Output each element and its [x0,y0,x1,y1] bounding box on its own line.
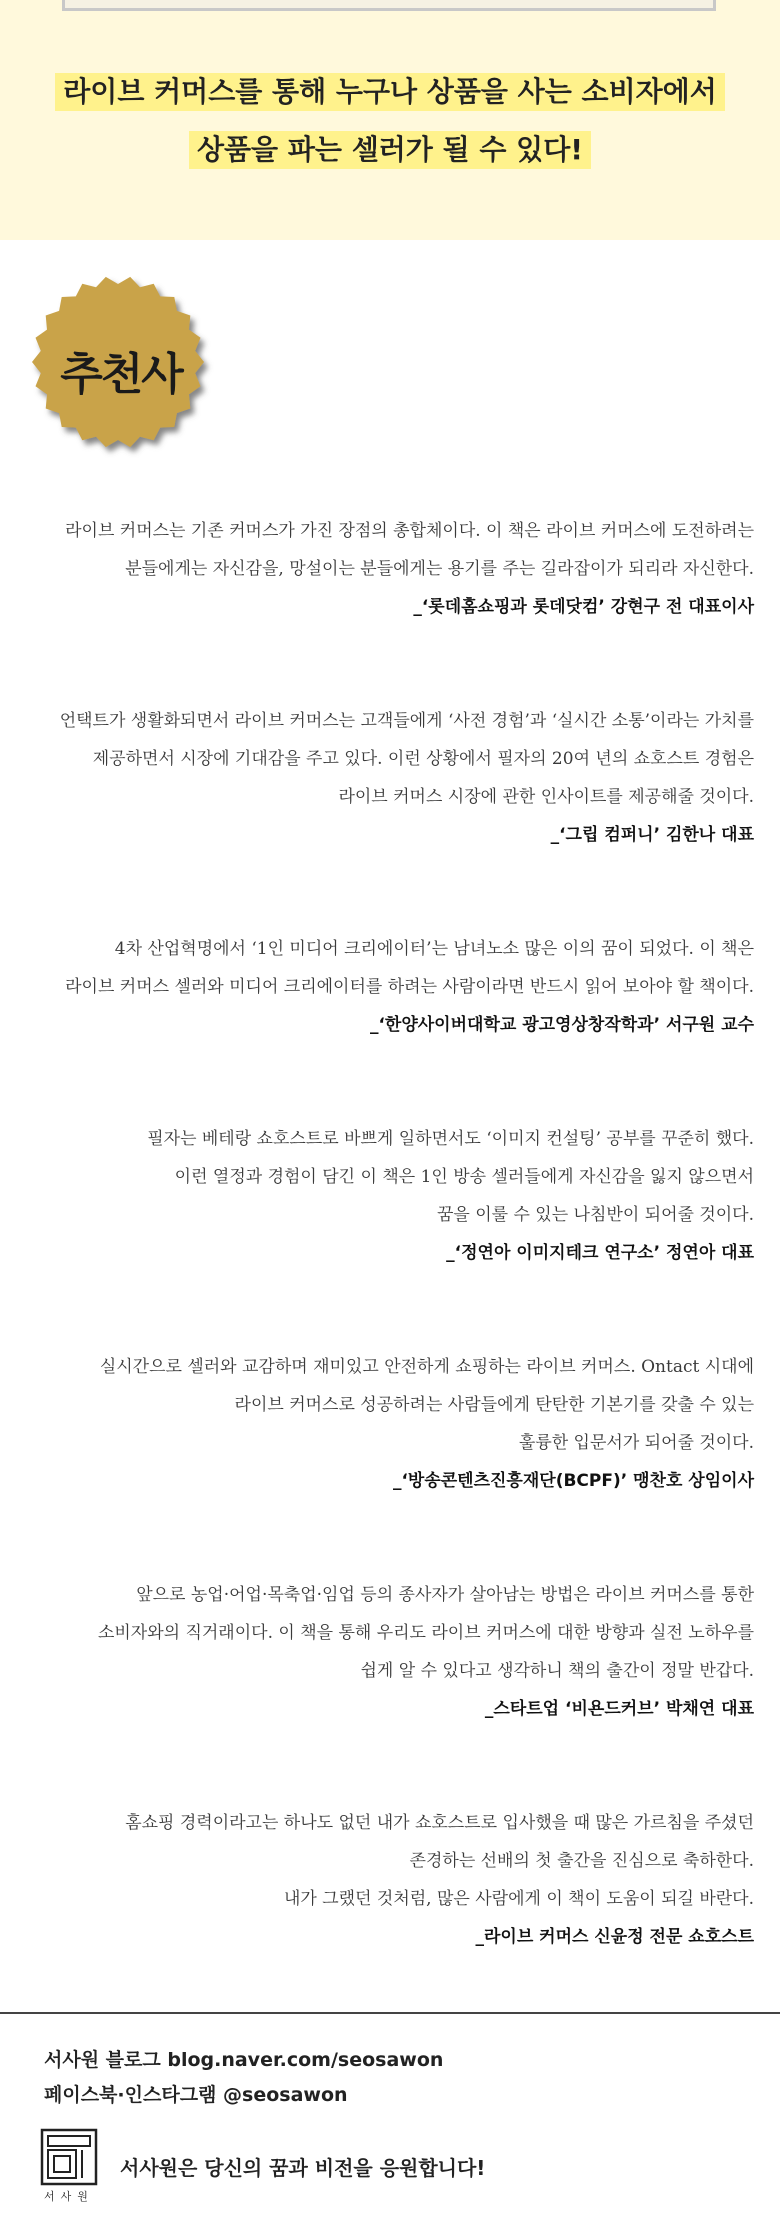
rec-2-line-3: 라이브 커머스 시장에 관한 인사이트를 제공해줄 것이다. [338,787,754,807]
rec-3-line-2: 라이브 커머스 셀러와 미디어 크리에이터를 하려는 사람이라면 반드시 읽어 보아야 할 책이다. [65,977,754,997]
headline-line-1: 라이브 커머스를 통해 누구나 상품을 사는 소비자에서 [55,73,725,111]
headline [0,73,780,189]
rec-5-line-3: 훌륭한 입문서가 되어줄 것이다. [518,1433,754,1453]
footer-divider [0,2012,780,2014]
publisher-logo-text: 서사원 [44,2190,94,2203]
rec-5-source: _‘방송콘텐츠진흥재단(BCPF)’ 맹찬호 상임이사 [392,1471,754,1491]
rec-7-source: _라이브 커머스 신윤정 전문 쇼호스트 [475,1927,754,1947]
rec-6-source: _스타트업 ‘비욘드커브’ 박채연 대표 [484,1699,754,1719]
recommendation-badge [26,270,216,460]
recommendation-5 [20,1348,754,1500]
rec-6-line-3: 쉽게 알 수 있다고 생각하니 책의 출간이 정말 반갑다. [360,1661,754,1681]
recommendation-1 [20,512,754,626]
book-frame-edge [62,0,716,11]
rec-7-line-3: 내가 그랬던 것처럼, 많은 사람에게 이 책이 도움이 되길 바란다. [284,1889,754,1909]
publisher-logo [40,2128,98,2206]
rec-4-line-3: 꿈을 이룰 수 있는 나침반이 되어줄 것이다. [436,1205,754,1225]
footer-slogan: 서사원은 당신의 꿈과 비전을 응원합니다! [120,2156,486,2180]
rec-4-line-2: 이런 열정과 경험이 담긴 이 책은 1인 방송 셀러들에게 자신감을 잃지 않으면서 [174,1167,754,1187]
rec-5-line-2: 라이브 커머스로 성공하려는 사람들에게 탄탄한 기본기를 갖출 수 있는 [234,1395,754,1415]
rec-1-source: _‘롯데홈쇼핑과 롯데닷컴’ 강현구 전 대표이사 [413,597,754,617]
rec-7-line-1: 홈쇼핑 경력이라고는 하나도 없던 내가 쇼호스트로 입사했을 때 많은 가르침을 주셨던 [125,1813,754,1833]
header-banner [0,0,780,240]
rec-2-line-2: 제공하면서 시장에 기대감을 주고 있다. 이런 상황에서 필자의 20여 년의 쇼호스트 경험은 [92,749,754,769]
badge-label: 추천사 [60,349,182,400]
recommendation-7 [20,1804,754,1956]
recommendation-6 [20,1576,754,1728]
rec-1-line-1: 라이브 커머스는 기존 커머스가 가진 장점의 총합체이다. 이 책은 라이브 커머스에 도전하려는 [65,521,754,541]
recommendation-3 [20,930,754,1044]
rec-1-line-2: 분들에게는 자신감을, 망설이는 분들에게는 용기를 주는 길라잡이가 되리라 자신한다. [125,559,754,579]
rec-3-line-1: 4차 산업혁명에서 ‘1인 미디어 크리에이터’는 남녀노소 많은 이의 꿈이 되었다. 이 책은 [114,939,754,959]
recommendation-4 [20,1120,754,1272]
rec-2-source: _‘그립 컴퍼니’ 김한나 대표 [550,825,754,845]
rec-5-line-1: 실시간으로 셀러와 교감하며 재미있고 안전하게 쇼핑하는 라이브 커머스. Ontact 시대에 [99,1357,754,1377]
rec-2-line-1: 언택트가 생활화되면서 라이브 커머스는 고객들에게 ‘사전 경험’과 ‘실시간 소통’이라는 가치를 [59,711,754,731]
rec-4-line-1: 필자는 베테랑 쇼호스트로 바쁘게 일하면서도 ‘이미지 컨설팅’ 공부를 꾸준히 했다. [147,1129,754,1149]
rec-7-line-2: 존경하는 선배의 첫 출간을 진심으로 축하한다. [409,1851,754,1871]
rec-3-source: _‘한양사이버대학교 광고영상창작학과’ 서구원 교수 [369,1015,754,1035]
publisher-logo-icon [40,2128,98,2186]
recommendation-2 [20,702,754,854]
rec-4-source: _‘정연아 이미지테크 연구소’ 정연아 대표 [446,1243,754,1263]
rec-6-line-1: 앞으로 농업·어업·목축업·임업 등의 종사자가 살아남는 방법은 라이브 커머스를 통한 [136,1585,754,1605]
footer-social: 페이스북·인스타그램 @seosawon [44,2084,348,2106]
footer-blog: 서사원 블로그 blog.naver.com/seosawon [44,2049,444,2071]
headline-line-2: 상품을 파는 셀러가 될 수 있다! [189,131,591,169]
rec-6-line-2: 소비자와의 직거래이다. 이 책을 통해 우리도 라이브 커머스에 대한 방향과 실전 노하우를 [97,1623,754,1643]
